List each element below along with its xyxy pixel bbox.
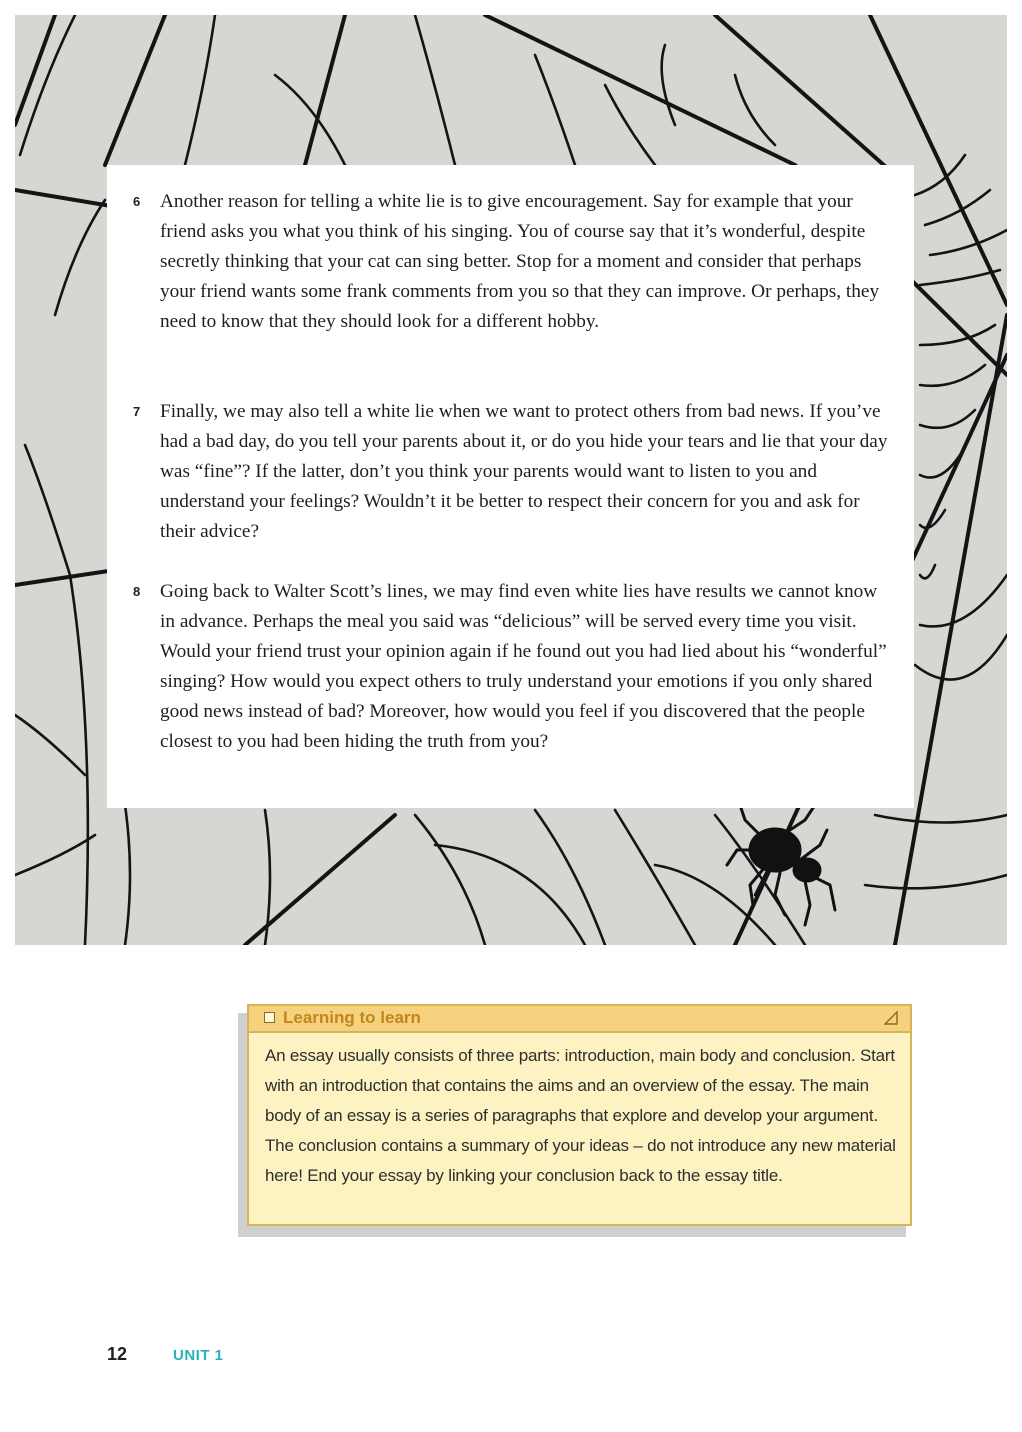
page-number: 12	[107, 1344, 128, 1364]
learning-box-body: An essay usually consists of three parts: introduction, main body and conclusion. Start with an introduction that contains the aims and an overview of the essay. The main body of an essay is a series of paragraphs that explore and develop your argument. The conclusion contains a summary of your ideas – do not introduce any new material here! End your essay by linking your conclusion back to the essay title.	[265, 1046, 896, 1185]
paragraph-6	[133, 187, 895, 337]
learning-box-title: Learning to learn	[283, 1008, 421, 1027]
checkbox-square-icon	[264, 1012, 275, 1023]
paragraph-text: Finally, we may also tell a white lie when we want to protect others from bad news. If you’ve had a bad day, do you tell your parents about it, or do you hide your tears and lie that your day was “fine”? If the latter, don’t you think your parents would want to listen to you and understand your feelings? Wouldn’t it be better to respect their concern for you and ask for their advice?	[160, 401, 888, 542]
article-text-box	[107, 165, 914, 808]
spider-icon	[727, 805, 835, 925]
paragraph-text: Another reason for telling a white lie is to give encouragement. Say for example that your friend asks you what you think of his singing. You of course say that it’s wonderful, despite secretly thinking that your cat can sing better. Stop for a moment and consider that perhaps your friend wants some frank comments from you so that they can improve. Or perhaps, they need to know that they should look for a different hobby.	[160, 191, 880, 332]
learning-to-learn-box	[247, 1004, 912, 1226]
unit-label: UNIT 1	[173, 1347, 224, 1364]
paragraph-8	[133, 577, 895, 757]
learning-box-header	[249, 1006, 910, 1033]
corner-triangle-icon	[884, 1011, 898, 1025]
paragraph-number: 6	[133, 194, 141, 209]
paragraph-7	[133, 397, 895, 547]
paragraph-number: 7	[133, 404, 141, 419]
paragraph-text: Going back to Walter Scott’s lines, we may find even white lies have results we cannot know in advance. Perhaps the meal you said was “delicious” will be served every time you visit. Would your friend trust your opinion again if he found out you had lied about his “wonderful” singing? How would you expect others to truly understand your emotions if you only shared good news instead of bad? Moreover, how would you feel if you discovered that the people closest to you had been hiding the truth from you?	[160, 581, 887, 752]
paragraph-number: 8	[133, 584, 141, 599]
